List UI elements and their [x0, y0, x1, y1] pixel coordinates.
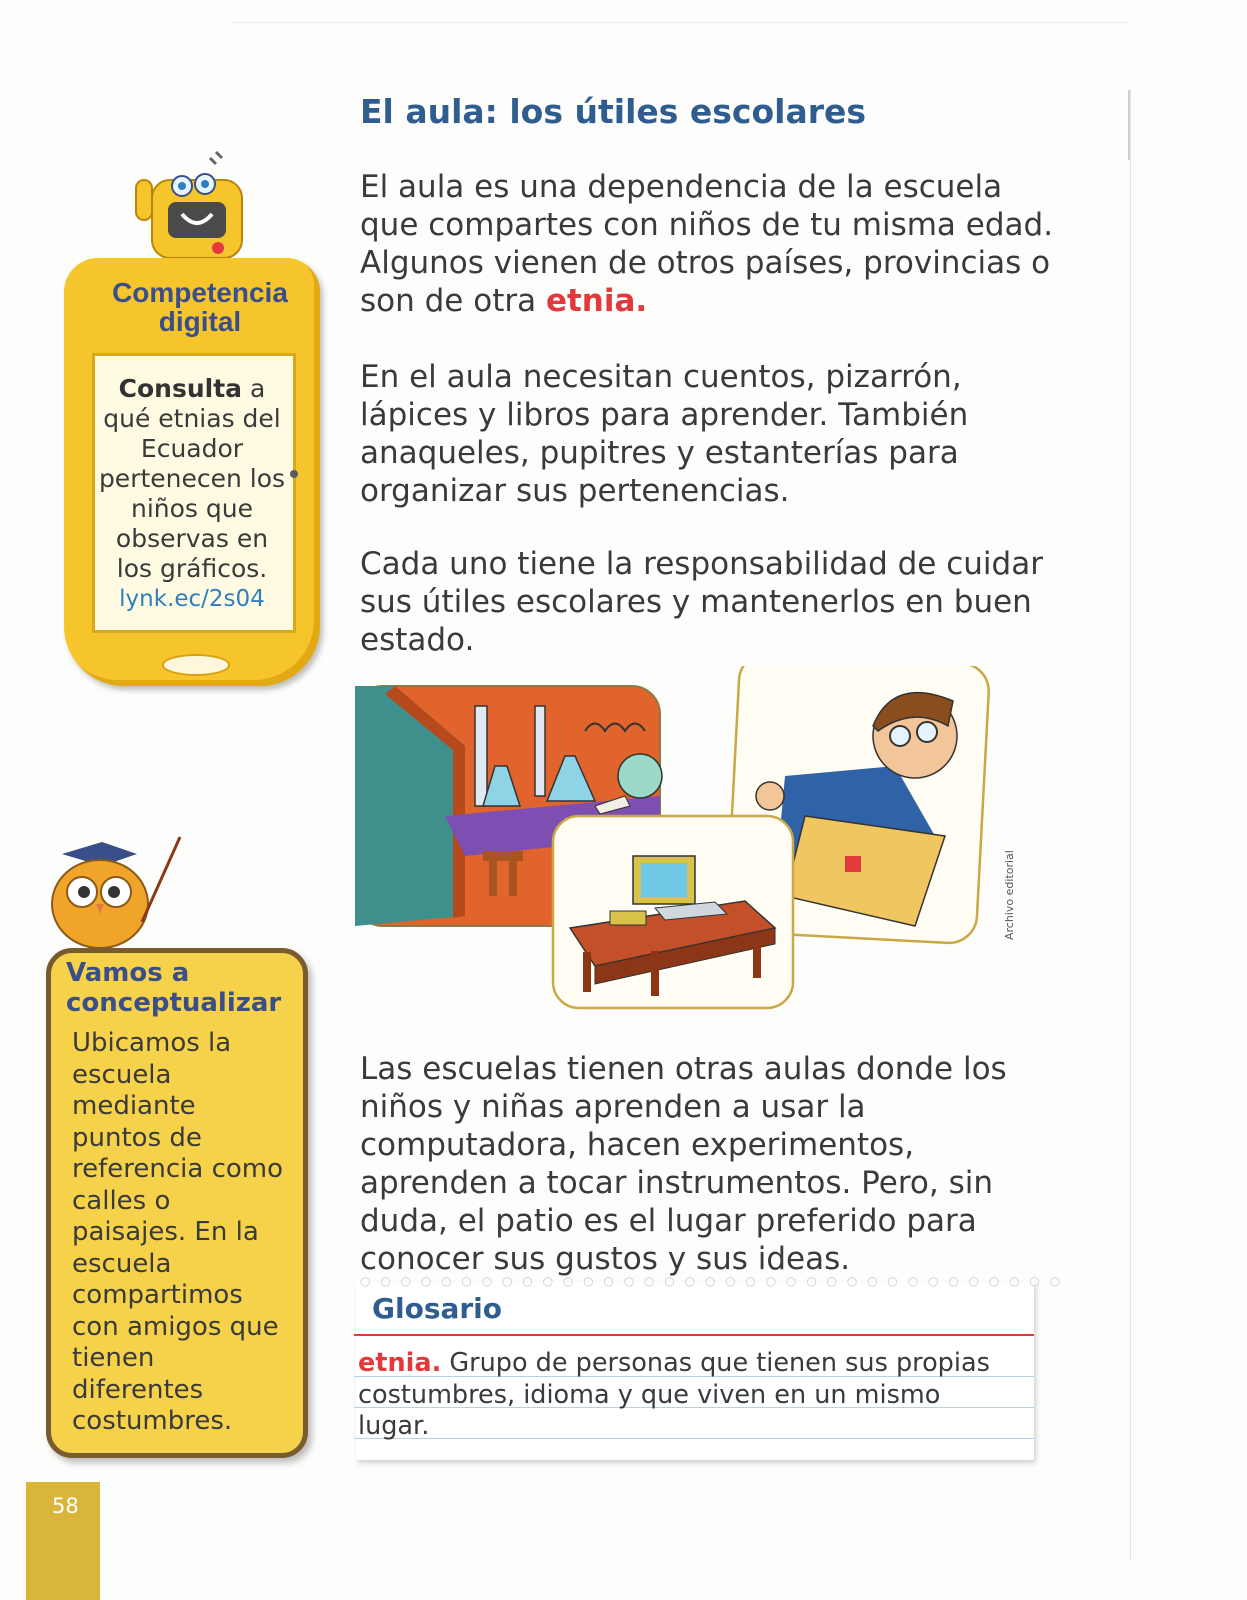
section-title: El aula: los útiles escolares: [360, 92, 867, 131]
top-rule: [230, 22, 1130, 23]
paragraph-4: Las escuelas tienen otras aulas donde los niños y niñas aprenden a usar la computadora, hacen experimentos, aprenden a tocar instrumentos. Pero, sin duda, el patio es el lugar preferido para conocer sus gustos y sus ideas.: [360, 1051, 1007, 1277]
paragraph-1: [360, 168, 1060, 320]
paragraph-1-text: El aula es una dependencia de la escuela que compartes con niños de tu misma edad. Algunos vienen de otros países, provincias o son de otra: [360, 169, 1054, 319]
glosario-title: Glosario: [372, 1292, 503, 1325]
page-number: 58: [52, 1494, 79, 1518]
page-number-tab: [26, 1482, 100, 1600]
right-margin-mark: [1128, 90, 1130, 160]
competencia-text: [97, 374, 287, 584]
paragraph-2: En el aula necesitan cuentos, pizarrón, lápices y libros para aprender. También anaqueles, pupitres y estanterías para organizar sus pertenencias.: [360, 359, 969, 509]
glosario-red-rule: [354, 1334, 1034, 1336]
conceptualizar-title: Vamos a conceptualizar: [66, 958, 282, 1018]
competencia-title: Competencia digital: [112, 277, 288, 337]
classroom-illustrations: [355, 666, 1005, 1031]
image-credit: Archivo editorial: [1003, 850, 1016, 940]
paragraph-3: Cada uno tiene la responsabilidad de cuidar sus útiles escolares y mantenerlos en buen estado.: [360, 546, 1043, 658]
robot-mascot-icon: [130, 150, 270, 275]
glosario-entry: [358, 1348, 1018, 1443]
right-margin-rule: [1130, 90, 1131, 1560]
glosario-definition: Grupo de personas que tienen sus propias costumbres, idioma y que viven en un mismo lugar.: [358, 1348, 990, 1441]
phone-button-icon: [162, 654, 230, 676]
etnia-term-link: etnia.: [545, 283, 648, 319]
computer-desk-illustration: [553, 816, 793, 1008]
conceptualizar-text: Ubicamos la escuela mediante puntos de referencia como calles o paisajes. En la escuela compartimos con amigos que tienen diferentes costumbres.: [72, 1028, 284, 1436]
competencia-lead: Consulta: [118, 374, 243, 403]
bullet-dot: [290, 470, 298, 478]
competencia-link[interactable]: lynk.ec/2s04: [119, 586, 265, 612]
competencia-body: a qué etnias del Ecuador pertenecen los niños que observas en los gráficos.: [98, 374, 286, 583]
notebook-rings: ○ ○ ○ ○ ○ ○ ○ ○ ○ ○ ○ ○ ○ ○ ○ ○ ○ ○ ○ ○ ○ ○ ○ ○ ○ ○ ○ ○ ○ ○ ○ ○ ○ ○ ○: [360, 1274, 1064, 1288]
owl-teacher-icon: [42, 832, 192, 962]
glosario-term: etnia.: [358, 1348, 442, 1378]
